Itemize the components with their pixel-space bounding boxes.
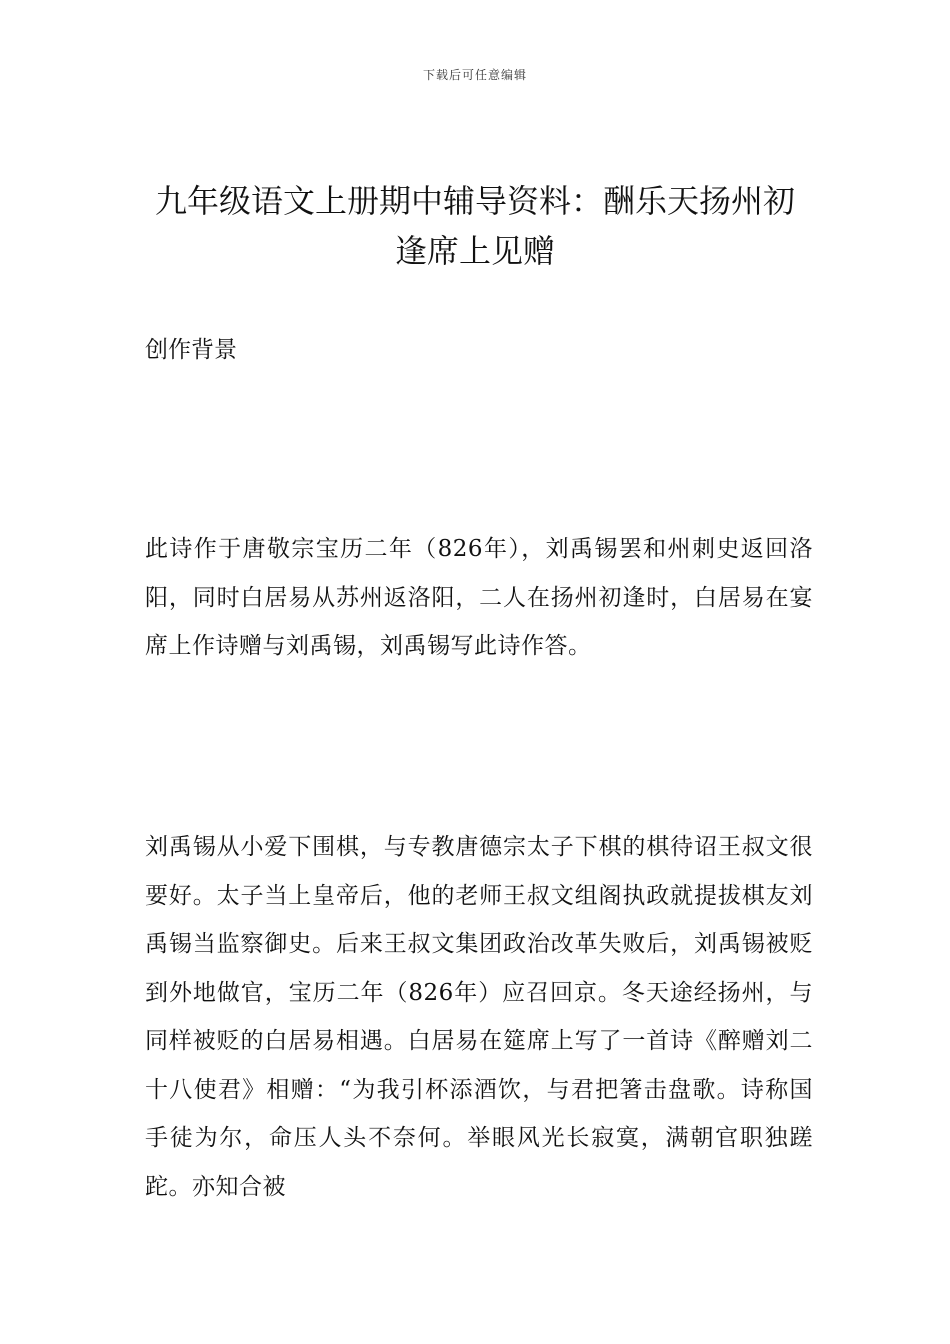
paragraph-2: 刘禹锡从小爱下围棋，与专教唐德宗太子下棋的棋待诏王叔文很要好。太子当上皇帝后，他的老师王叔文组阁执政就提拔棋友刘禹锡当监察御史。后来王叔文集团政治改革失败后，刘禹锡被贬到外地做官，宝历二年（826年）应召回京。冬天途经扬州，与同样被贬的白居易相遇。白居易在筵席上写了一首诗《醉赠刘二十八使君》相赠：“为我引杯添酒饮，与君把箸击盘歌。诗称国手徒为尔，命压人头不奈何。举眼风光长寂寞，满朝官职独蹉跎。亦知合被 bbox=[145, 834, 813, 1200]
paragraph-1: 此诗作于唐敬宗宝历二年（826年），刘禹锡罢和州刺史返回洛阳，同时白居易从苏州返洛阳，二人在扬州初逢时，白居易在宴席上作诗赠与刘禹锡，刘禹锡写此诗作答。 bbox=[145, 536, 813, 659]
section-heading: 创作背景 bbox=[145, 337, 237, 363]
document-title: 九年级语文上册期中辅导资料：酬乐天扬州初逢席上见赠 bbox=[154, 182, 795, 270]
header-note: 下载后可任意编辑 bbox=[422, 68, 527, 82]
